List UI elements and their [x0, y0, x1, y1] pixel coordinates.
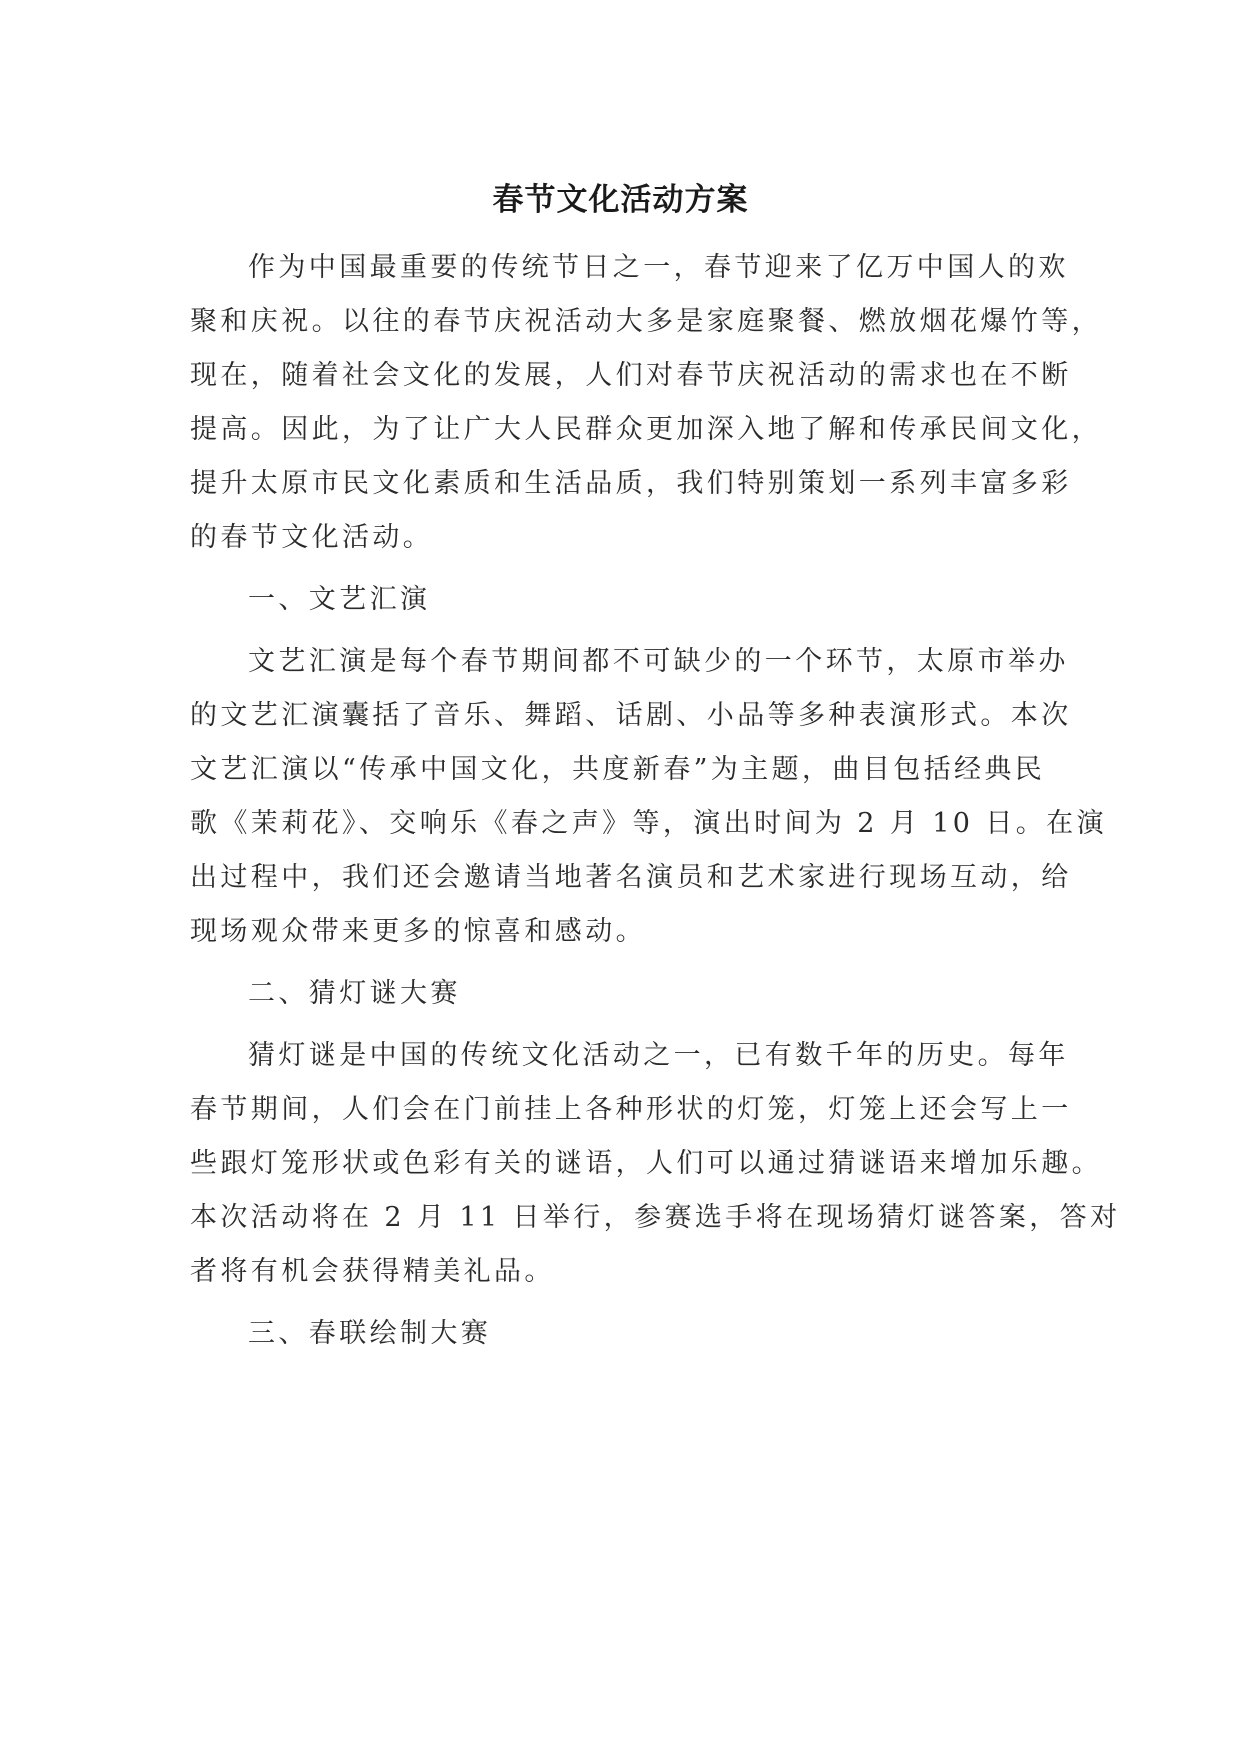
paragraph-line: 歌《茉莉花》、交响乐《春之声》等，演出时间为 2 月 10 日。在演: [190, 808, 1107, 839]
paragraph-line: 现场观众带来更多的惊喜和感动。: [190, 916, 646, 947]
section-heading: 二、猜灯谜大赛: [248, 978, 461, 1009]
paragraph-line: 提高。因此，为了让广大人民群众更加深入地了解和传承民间文化，: [190, 414, 1102, 445]
paragraph-line: 本次活动将在 2 月 11 日举行，参赛选手将在现场猜灯谜答案，答对: [190, 1202, 1121, 1233]
paragraph-line: 出过程中，我们还会邀请当地著名演员和艺术家进行现场互动，给: [190, 862, 1072, 893]
paragraph-line: 春节期间，人们会在门前挂上各种形状的灯笼，灯笼上还会写上一: [190, 1094, 1072, 1125]
paragraph-line: 文艺汇演以“传承中国文化，共度新春”为主题，曲目包括经典民: [190, 754, 1046, 785]
paragraph-line: 现在，随着社会文化的发展，人们对春节庆祝活动的需求也在不断: [190, 360, 1072, 391]
paragraph-line: 者将有机会获得精美礼品。: [190, 1256, 555, 1287]
section-heading: 一、文艺汇演: [248, 584, 431, 615]
paragraph-line: 文艺汇演是每个春节期间都不可缺少的一个环节，太原市举办: [248, 646, 1069, 677]
paragraph-line: 的春节文化活动。: [190, 522, 434, 553]
paragraph-line: 聚和庆祝。以往的春节庆祝活动大多是家庭聚餐、燃放烟花爆竹等，: [190, 306, 1102, 337]
paragraph-line: 猜灯谜是中国的传统文化活动之一，已有数千年的历史。每年: [248, 1040, 1069, 1071]
document-title: 春节文化活动方案: [492, 182, 749, 218]
paragraph-line: 提升太原市民文化素质和生活品质，我们特别策划一系列丰富多彩: [190, 468, 1072, 499]
paragraph-line: 作为中国最重要的传统节日之一，春节迎来了亿万中国人的欢: [248, 252, 1069, 283]
paragraph-line: 些跟灯笼形状或色彩有关的谜语，人们可以通过猜谜语来增加乐趣。: [190, 1148, 1102, 1179]
paragraph-line: 的文艺汇演囊括了音乐、舞蹈、话剧、小品等多种表演形式。本次: [190, 700, 1072, 731]
section-heading: 三、春联绘制大赛: [248, 1318, 492, 1349]
